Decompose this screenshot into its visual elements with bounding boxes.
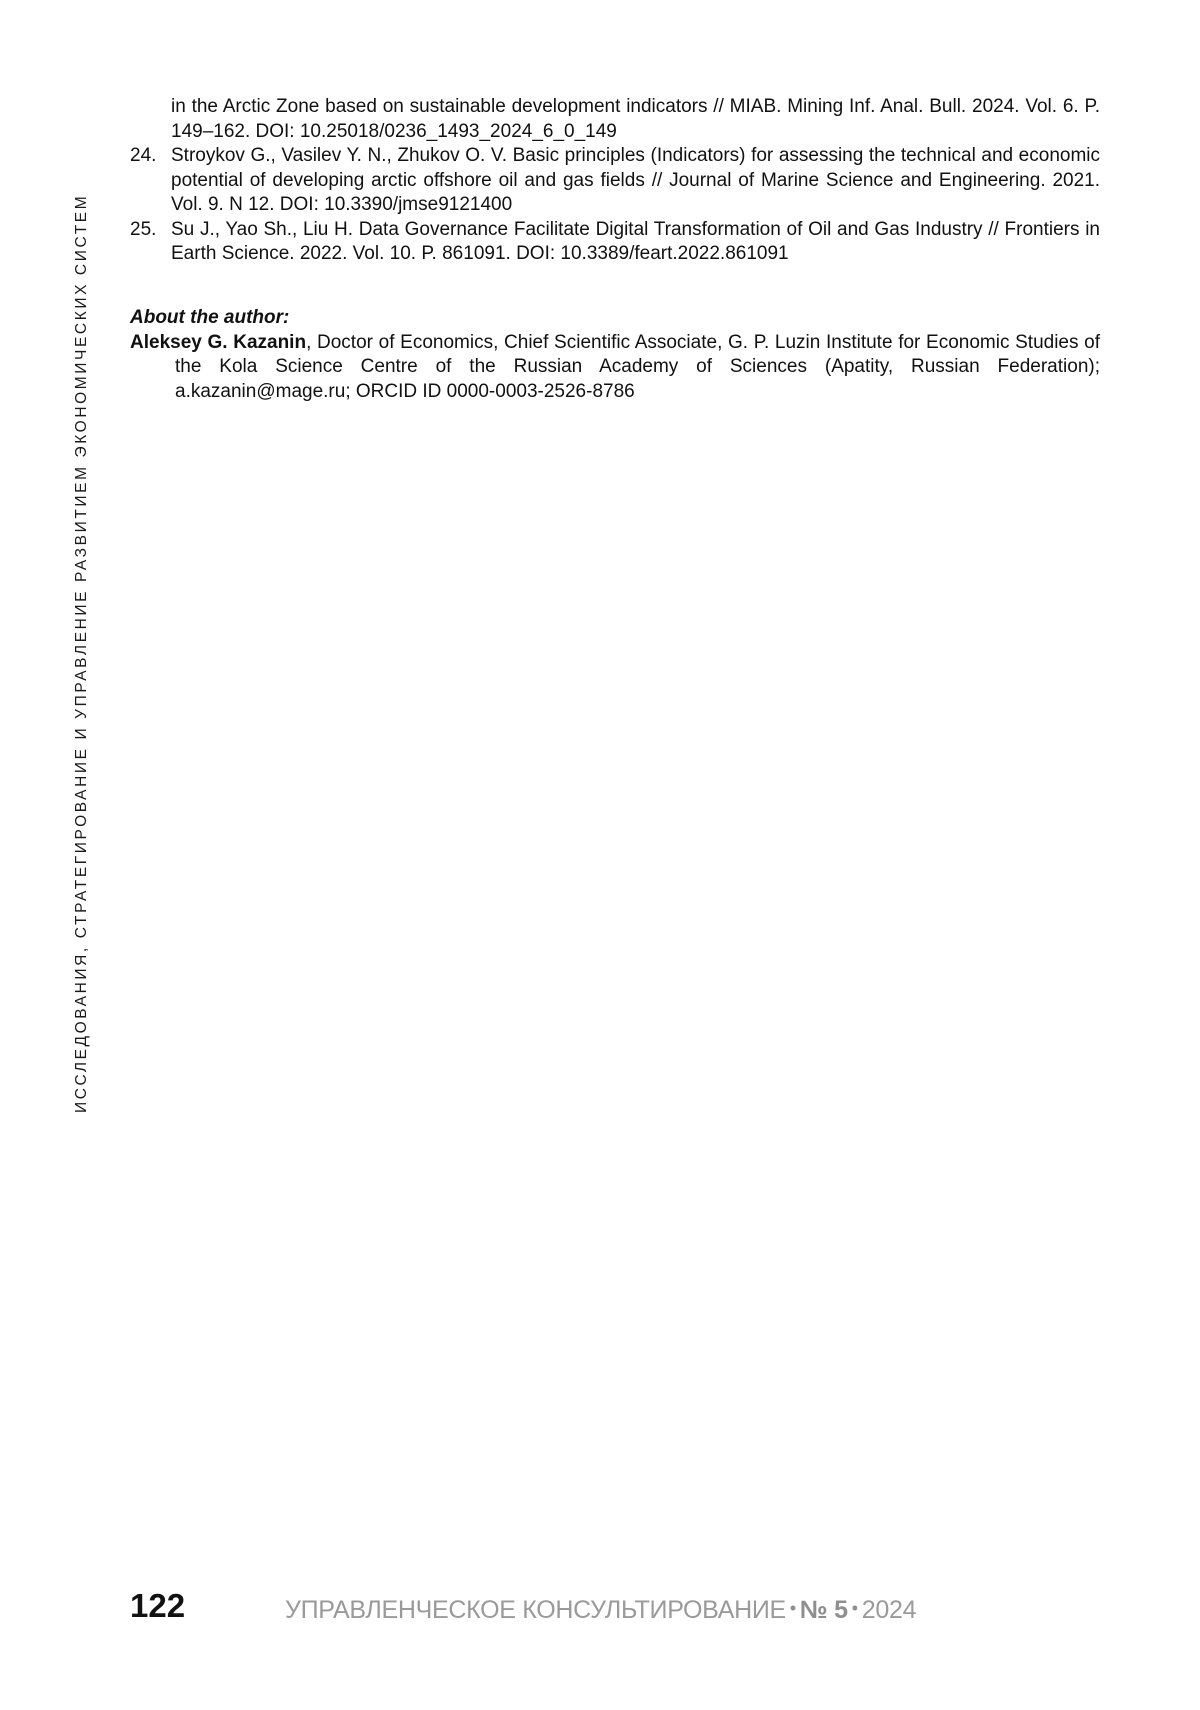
page-footer	[130, 1586, 1100, 1630]
separator-dot: •	[851, 1598, 858, 1618]
about-author-heading: About the author:	[130, 307, 290, 328]
reference-item	[130, 144, 1100, 218]
about-author-section	[130, 306, 1100, 404]
reference-number: 25.	[130, 218, 157, 240]
side-running-title: ИССЛЕДОВАНИЯ, СТРАТЕГИРОВАНИЕ И УПРАВЛЕНИЕ РАЗВИТИЕМ ЭКОНОМИЧЕСКИХ СИСТЕМ	[73, 193, 90, 1113]
reference-text: Su J., Yao Sh., Liu H. Data Governance Facilitate Digital Transformation of Oil and Gas Industry // Frontiers in Earth Science. 2022. Vol. 10. P. 861091. DOI: 10.3389/feart.2022.861091	[171, 218, 1100, 264]
journal-year: 2024	[861, 1596, 917, 1624]
separator-dot: •	[789, 1598, 796, 1618]
reference-text: Stroykov G., Vasilev Y. N., Zhukov O. V. Basic principles (Indicators) for assessing the technical and economic potential of developing arctic offshore oil and gas fields // Journal of Marine Science and Engineering. 2021. Vol. 9. N 12. DOI: 10.3390/jmse9121400	[171, 145, 1100, 215]
journal-line	[285, 1592, 916, 1626]
author-details: , Doctor of Economics, Chief Scientific Associate, G. P. Luzin Institute for Economic Studies of the Kola Science Centre of the Russian Academy of Sciences (Apatity, Russian Federation); a.kazanin@mage.ru; ORCID ID 0000-0003-2526-8786	[175, 331, 1101, 402]
author-name: Aleksey G. Kazanin	[130, 331, 307, 353]
reference-item	[130, 95, 1100, 144]
reference-text: in the Arctic Zone based on sustainable development indicators // MIAB. Mining Inf. Anal. Bull. 2024. Vol. 6. P. 149–162. DOI: 10.25018/0236_1493_2024_6_0_149	[171, 96, 1100, 142]
author-entry	[130, 331, 1100, 405]
reference-item	[130, 218, 1100, 267]
page-number: 122	[130, 1587, 186, 1624]
reference-list	[130, 95, 1100, 267]
journal-name: УПРАВЛЕНЧЕСКОЕ КОНСУЛЬТИРОВАНИЕ	[285, 1596, 786, 1624]
journal-issue: № 5	[799, 1596, 848, 1624]
reference-number: 24.	[130, 145, 157, 166]
